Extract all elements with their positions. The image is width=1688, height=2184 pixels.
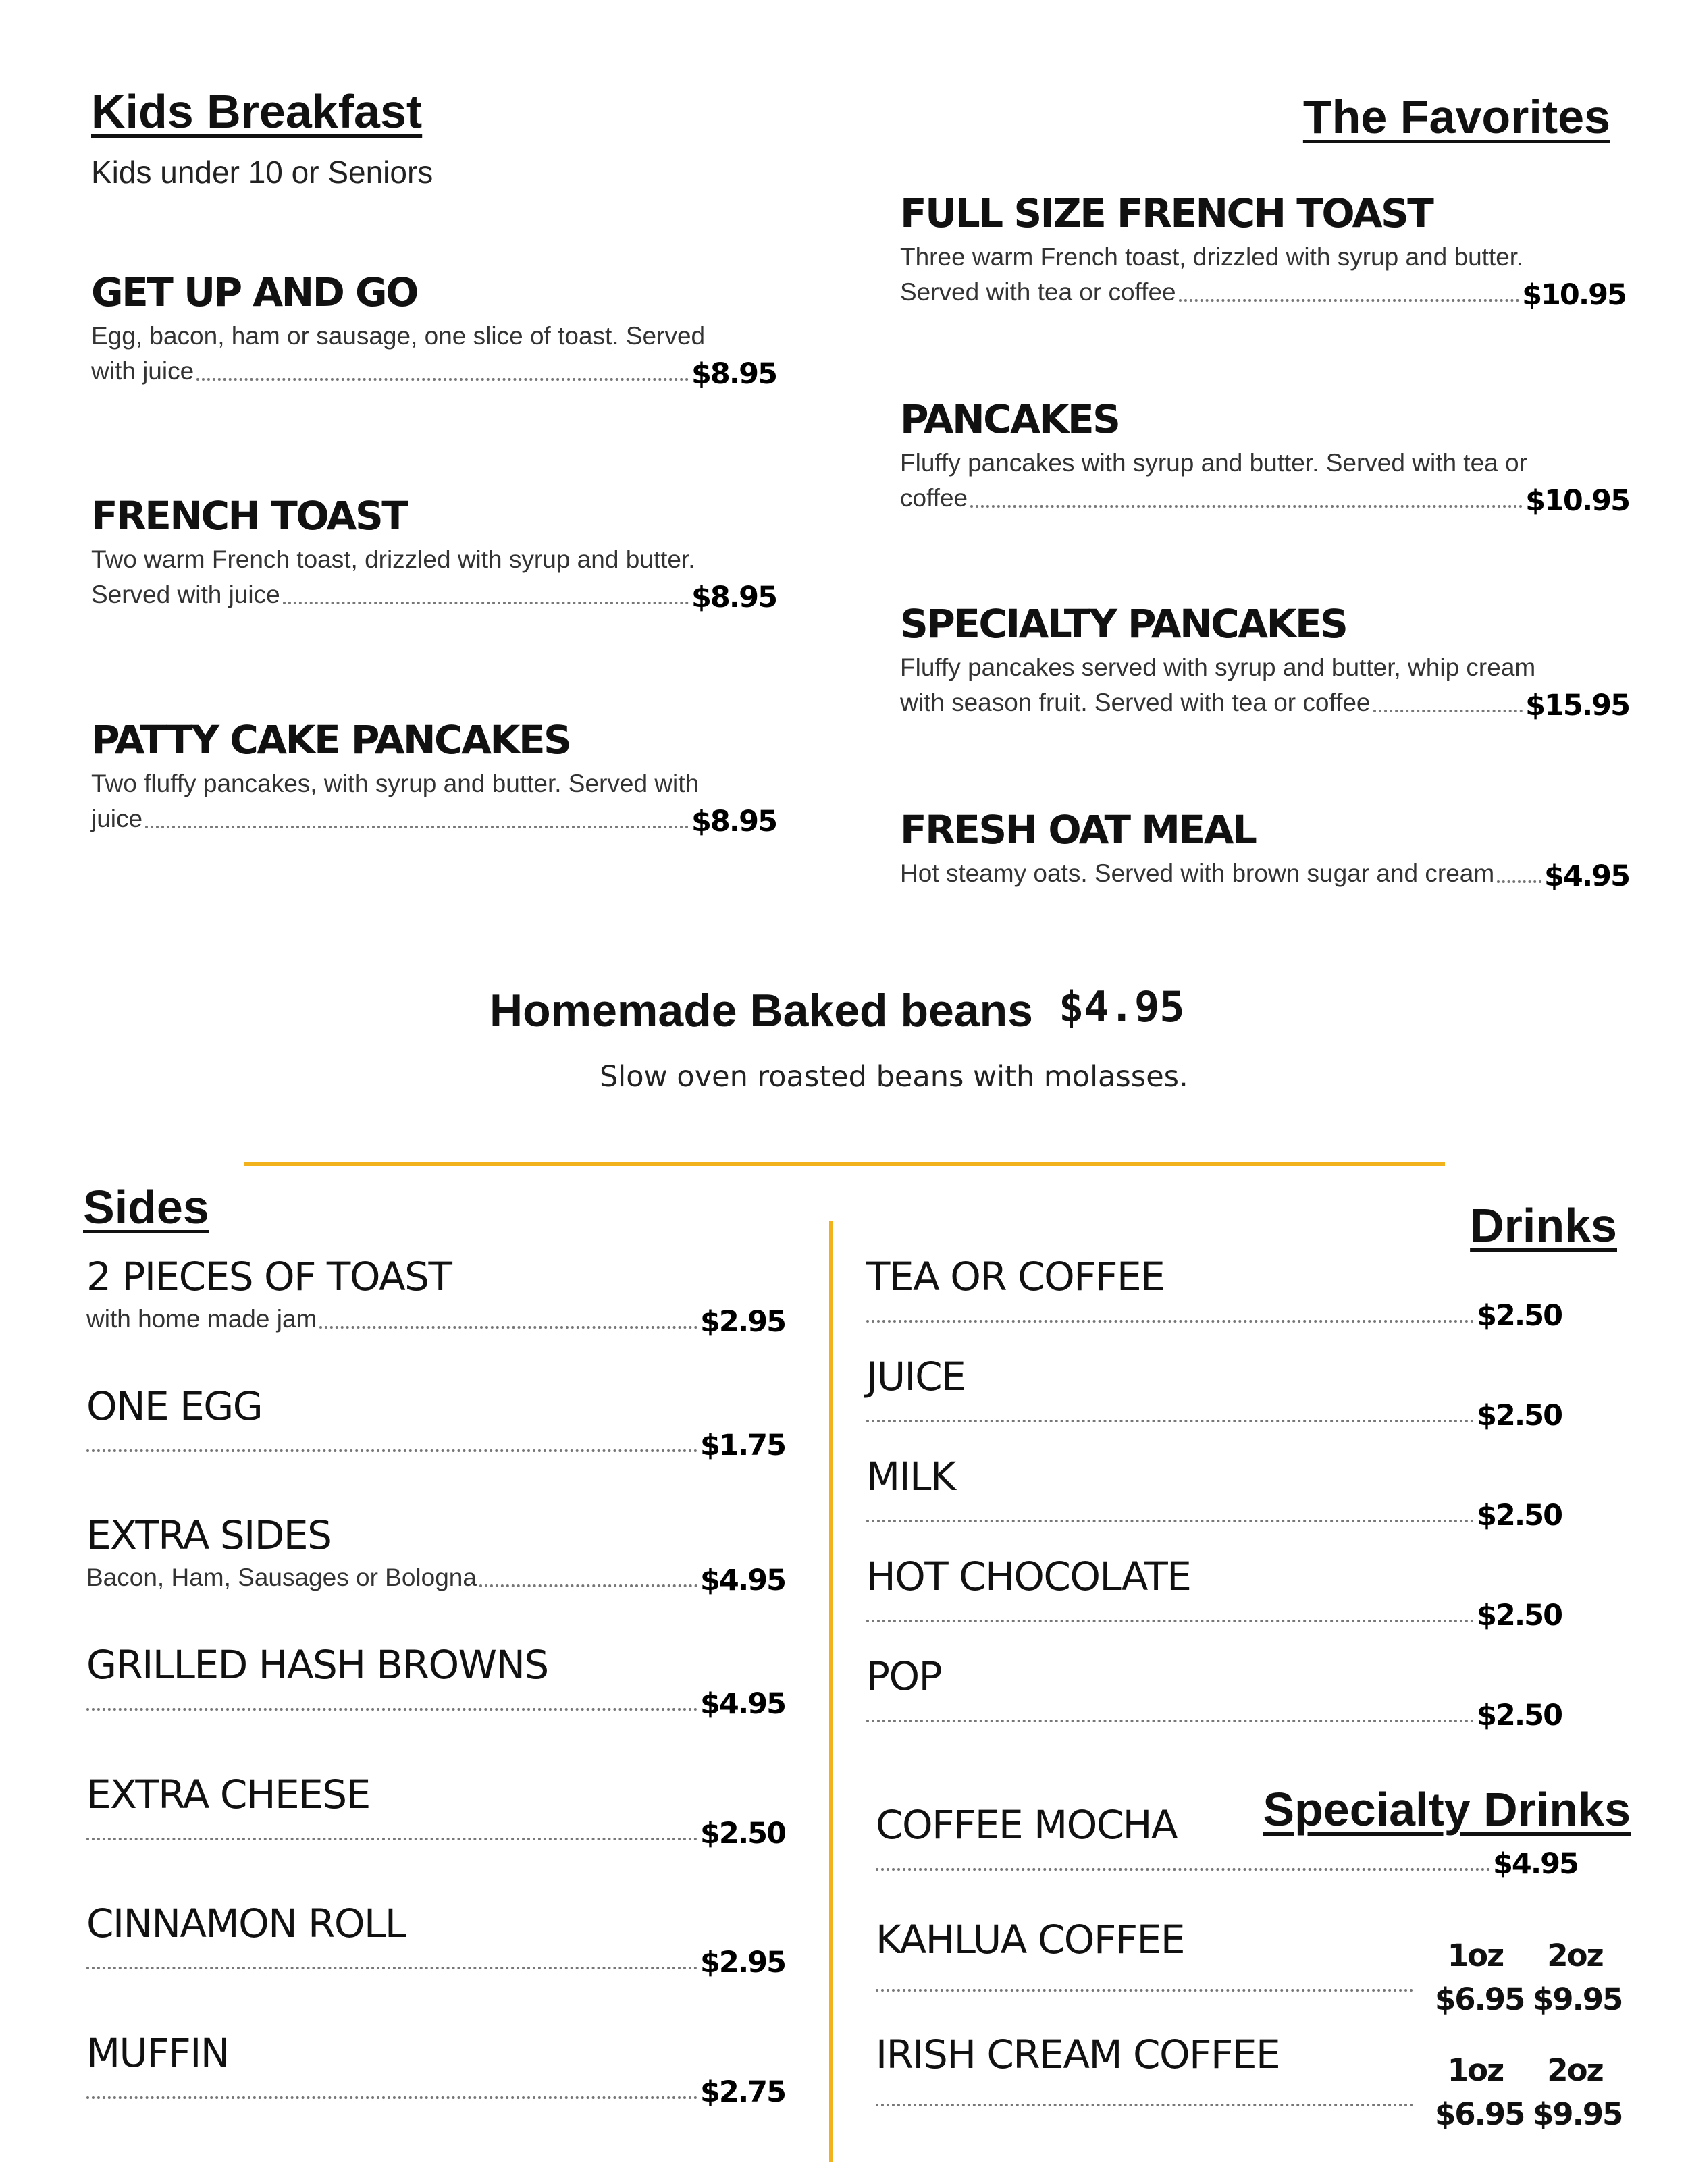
menu-item (86, 1385, 785, 1460)
item-description: Hot steamy oats. Served with brown sugar and cream (900, 859, 1495, 887)
item-price: $15.95 (1525, 688, 1629, 722)
dot-leader (876, 1989, 1413, 1992)
item-price-line (900, 856, 1629, 891)
item-price-line (876, 1965, 1416, 2000)
item-description: Fluffy pancakes with syrup and butter. Served with tea or (900, 448, 1527, 477)
item-price-line (86, 2075, 785, 2109)
dot-leader (319, 1326, 697, 1329)
item-description: Fluffy pancakes served with syrup and butter, whip cream (900, 653, 1536, 681)
menu-item (86, 1774, 785, 1848)
item-price: $4.95 (700, 1686, 785, 1721)
item-price-line (866, 1698, 1562, 1732)
item-price: $6.95 (1435, 1981, 1525, 2017)
item-name: MILK (866, 1454, 955, 1499)
item-price-line (900, 481, 1629, 516)
item-description: Two fluffy pancakes, with syrup and butter. Served with (91, 769, 700, 797)
menu-item (866, 1655, 1562, 1730)
item-price-line (866, 1398, 1562, 1433)
item-price-line (876, 1846, 1578, 1881)
kids-breakfast-subtitle: Kids under 10 or Seniors (91, 155, 433, 190)
item-description: with season fruit. Served with tea or coffee (900, 688, 1371, 716)
item-price-line (86, 1945, 785, 1979)
item-name: 2 PIECES OF TOAST (86, 1254, 452, 1300)
menu-item (900, 192, 1626, 310)
dot-leader (1179, 299, 1519, 302)
item-price-line (86, 1816, 785, 1850)
item-price: $2.50 (1476, 1498, 1562, 1533)
item-description: with home made jam (86, 1304, 317, 1333)
item-name: TEA OR COFFEE (866, 1254, 1165, 1300)
item-price: $8.95 (691, 804, 776, 838)
item-description: with juice (91, 356, 194, 385)
size-label: 2oz (1547, 2052, 1603, 2088)
item-name: ONE EGG (86, 1383, 263, 1429)
item-price: $9.95 (1533, 1981, 1623, 2017)
accent-divider (244, 1162, 1445, 1166)
menu-item (91, 719, 776, 836)
dot-leader (283, 602, 689, 604)
item-price: $8.95 (691, 580, 776, 614)
item-price-line (86, 1428, 785, 1462)
item-description: Served with juice (91, 580, 280, 608)
item-name: EXTRA SIDES (86, 1512, 332, 1558)
item-name: CINNAMON ROLL (86, 1900, 406, 1946)
dot-leader (86, 2096, 697, 2099)
menu-item (900, 809, 1629, 891)
item-name: IRISH CREAM COFFEE (876, 2031, 1280, 2077)
menu-item (86, 2032, 785, 2107)
menu-item (876, 1919, 1416, 2000)
item-price-line (866, 1598, 1562, 1632)
item-price: $2.50 (1476, 1398, 1562, 1433)
dot-leader (86, 1708, 697, 1711)
specialty-drinks-title: Specialty Drinks (1263, 1783, 1631, 1836)
item-price: $9.95 (1533, 2096, 1623, 2132)
item-name: GET UP AND GO (91, 269, 417, 315)
item-name: FULL SIZE FRENCH TOAST (900, 190, 1433, 236)
dot-leader (866, 1420, 1474, 1422)
item-price-line (91, 577, 776, 612)
menu-item (876, 1804, 1578, 1879)
sides-title: Sides (83, 1181, 209, 1233)
item-price: $2.95 (700, 1945, 785, 1979)
item-price: $4.95 (700, 1563, 785, 1597)
item-name: MUFFIN (86, 2030, 229, 2076)
item-price: $2.50 (1476, 1298, 1562, 1333)
menu-item (91, 495, 776, 612)
menu-item (866, 1256, 1562, 1331)
menu-item (86, 1902, 785, 1977)
menu-item (900, 603, 1629, 720)
item-description: Egg, bacon, ham or sausage, one slice of toast. Served (91, 321, 706, 350)
item-description: Served with tea or coffee (900, 277, 1176, 306)
baked-beans-title: Homemade Baked beans (490, 985, 1033, 1036)
item-price: $8.95 (691, 356, 776, 391)
item-price: $2.75 (700, 2075, 785, 2109)
item-price-line (91, 354, 776, 389)
dot-leader (1373, 710, 1523, 712)
size-label: 1oz (1447, 2052, 1504, 2088)
menu-item (86, 1256, 785, 1337)
item-price-line (866, 1498, 1562, 1533)
item-price-line (86, 1560, 785, 1595)
size-label: 2oz (1547, 1938, 1603, 1973)
item-name: EXTRA CHEESE (86, 1772, 370, 1817)
column-divider (829, 1221, 833, 2162)
dot-leader (866, 1620, 1474, 1622)
menu-item (86, 1514, 785, 1595)
dot-leader (86, 1967, 697, 1969)
item-price: $4.95 (1492, 1846, 1578, 1881)
item-price: $2.50 (700, 1816, 785, 1850)
item-price: $1.75 (700, 1428, 785, 1462)
dot-leader (479, 1584, 697, 1587)
item-name: COFFEE MOCHA (876, 1802, 1178, 1848)
item-price: $4.95 (1544, 859, 1629, 893)
dot-leader (86, 1449, 697, 1452)
drinks-title: Drinks (1470, 1199, 1617, 1252)
item-description: juice (91, 804, 143, 832)
item-description: coffee (900, 483, 968, 512)
item-price: $2.50 (1476, 1698, 1562, 1732)
item-name: HOT CHOCOLATE (866, 1553, 1191, 1599)
item-name: PANCAKES (900, 396, 1119, 442)
item-price-line (900, 275, 1626, 310)
item-description: Three warm French toast, drizzled with syrup and butter. (900, 242, 1524, 271)
dot-leader (86, 1838, 697, 1840)
kids-breakfast-title: Kids Breakfast (91, 85, 423, 138)
dot-leader (866, 1720, 1474, 1722)
item-price: $6.95 (1435, 2096, 1525, 2132)
dot-leader (970, 505, 1523, 508)
dot-leader (1497, 880, 1541, 883)
item-name: FRESH OAT MEAL (900, 807, 1256, 853)
baked-beans-price: $4.95 (1059, 982, 1185, 1032)
dot-leader (196, 378, 689, 381)
item-price: $2.95 (700, 1304, 785, 1339)
item-description: Bacon, Ham, Sausages or Bologna (86, 1563, 477, 1591)
item-price-line (91, 801, 776, 836)
menu-item (866, 1454, 1562, 1533)
dot-leader (876, 1868, 1490, 1871)
favorites-title: The Favorites (1302, 90, 1610, 143)
item-name: POP (866, 1653, 942, 1699)
item-price-line (866, 1298, 1562, 1333)
item-name: SPECIALTY PANCAKES (900, 601, 1347, 647)
item-name: KAHLUA COFFEE (876, 1917, 1184, 1963)
item-name: FRENCH TOAST (91, 493, 407, 539)
dot-leader (866, 1520, 1474, 1522)
dot-leader (876, 2104, 1413, 2106)
dot-leader (866, 1320, 1474, 1323)
item-price-line (876, 2079, 1416, 2114)
item-description: Two warm French toast, drizzled with syrup and butter. (91, 545, 695, 573)
item-name: GRILLED HASH BROWNS (86, 1642, 548, 1688)
menu-item (91, 271, 776, 389)
item-name: PATTY CAKE PANCAKES (91, 717, 571, 763)
baked-beans-description: Slow oven roasted beans with molasses. (600, 1060, 1188, 1094)
item-price: $10.95 (1525, 483, 1629, 518)
menu-item (866, 1555, 1562, 1630)
menu-item (86, 1644, 785, 1719)
item-price-line (86, 1686, 785, 1721)
item-name: JUICE (866, 1354, 966, 1400)
menu-item (876, 2033, 1416, 2114)
dot-leader (145, 826, 689, 828)
item-price-line (900, 685, 1629, 720)
menu-item (866, 1356, 1562, 1431)
menu-item (900, 398, 1629, 516)
item-price-line (86, 1302, 785, 1337)
size-label: 1oz (1447, 1938, 1504, 1973)
item-price: $2.50 (1476, 1598, 1562, 1632)
item-price: $10.95 (1522, 277, 1626, 312)
